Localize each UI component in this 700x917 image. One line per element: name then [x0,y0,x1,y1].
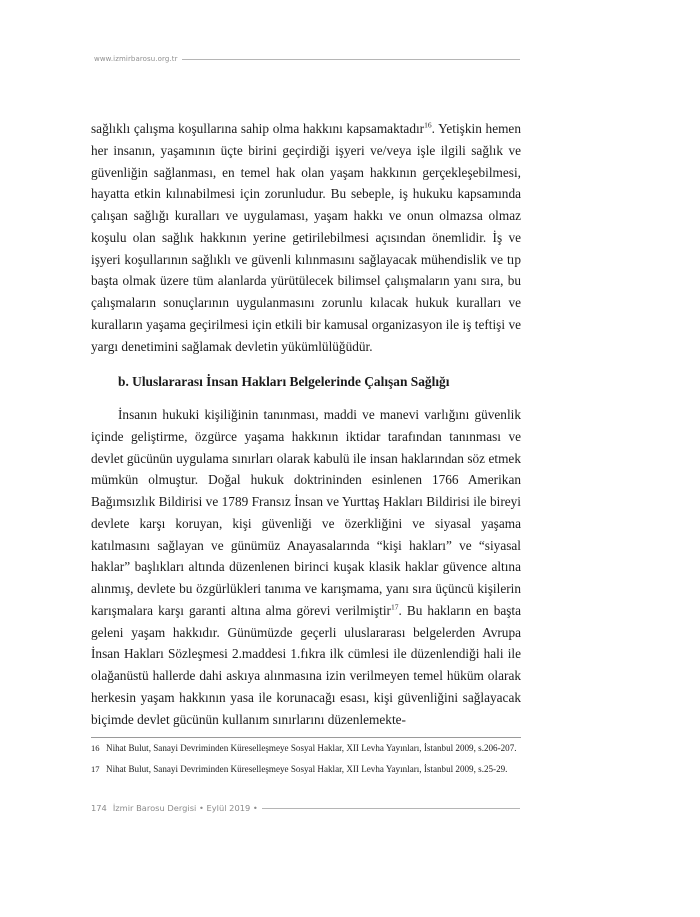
paragraph-1-text-a: sağlıklı çalışma koşullarına sahip olma hakkını kapsamaktadır [91,121,425,136]
main-text [91,118,521,730]
footnote-text: Nihat Bulut, Sanayi Devriminden Küreselleşmeye Sosyal Haklar, XII Levha Yayınları, İstanbul 2009, s.206-207. [106,743,517,753]
page-footer [91,801,520,815]
footnote-number: 16 [91,743,100,753]
footnote-17 [91,763,521,777]
footnote-ref-16[interactable]: 16 [424,120,432,130]
footnote-16 [91,742,521,756]
paragraph-2-text-a: İnsanın hukuki kişiliğinin tanınması, maddi ve manevi varlığını güvenlik içinde geliştirme, özgürce yaşama hakkının iktidar tarafından tanınması ve devlet gücünün uygulama sınırları olarak kabulü ile insan haklarından söz etmek mümkün olmuştur. Doğal hukuk doktrininden esinlenen 1766 Amerikan Bağımsızlık Bildirisi ve 1789 Fransız İnsan ve Yurttaş Hakları Bildirisi ile bireyi devlete karşı koruyan, kişi güvenliği ve özerkliğini ve siyasal yaşama katılmasını sağlayan ve günümüz Anayasalarında “kişi hakları” ve “siyasal haklar” başlıkları altında düzenlenen birinci kuşak klasik haklar güvence altına alınmış, devlete bu özgürlükleri tanıma ve karışmama, yanı sıra üçüncü kişilerin karışmalara karşı garanti altına alma görevi verilmiştir [91,407,521,618]
footnotes [91,737,521,784]
page-header [94,52,520,66]
footer-rule [262,808,520,809]
journal-name: İzmir Barosu Dergisi • Eylül 2019 • [112,803,258,813]
header-url[interactable]: www.izmirbarosu.org.tr [94,55,178,63]
paragraph-1-text-b: . Yetişkin hemen her insanın, yaşamının üçte birini geçirdiği işyeri ve/veya işle ilgili sağlık ve güvenliğin sağlanması, en temel hak olan yaşam hakkının gerçekleşebilmesi, hayatta etkin kılınabilmesi için zorunludur. Bu sebeple, iş hukuku kapsamında çalışan sağlığı kuralları ve uygulaması, yaşam hakkı ve onun olmazsa olmaz koşulu olan sağlık hakkının yerine getirilebilmesi açısından önemlidir. İş ve işyeri koşullarının sağlıklı ve güvenli kılınmasını sağlayacak mühendislik ve tıp başta olmak üzere tüm alanlarda yürütülecek bilimsel çalışmaların yanı sıra, bu çalışmaların sonuçlarının uygulanmasını zorunlu kılacak hukuk kuralları ve kuralların yaşama geçirilmesi için etkili bir kamusal organizasyon ile iş teftişi ve yargı denetimini sağlamak devletin yükümlülüğüdür. [91,121,521,354]
paragraph-2 [91,404,521,730]
header-rule [182,59,520,60]
section-heading: b. Uluslararası İnsan Hakları Belgelerinde Çalışan Sağlığı [118,374,450,390]
footnote-number: 17 [91,763,100,774]
page-number: 174 [91,803,107,813]
footnote-text: Nihat Bulut, Sanayi Devriminden Küreselleşmeye Sosyal Haklar, XII Levha Yayınları, İstanbul 2009, s.25-29. [106,763,508,774]
footnote-ref-17[interactable]: 17 [390,602,399,612]
paragraph-2-text-b: . Bu hakların en başta geleni yaşam hakkıdır. Günümüzde geçerli uluslararası belgelerden Avrupa İnsan Hakları Sözleşmesi 2.maddesi 1.fıkra ilk cümlesi ile düzenlendiği hali ile olağanüstü hallerde dahi askıya alınmasına izin verilmeyen temel hüküm olarak herkesin yaşam hakkının yasa ile korunacağı esası, kişi güvenliğini sağlayacak biçimde devlet gücünün kullanım sınırlarını düzenlemekte- [91,602,522,727]
paragraph-1 [91,118,521,357]
